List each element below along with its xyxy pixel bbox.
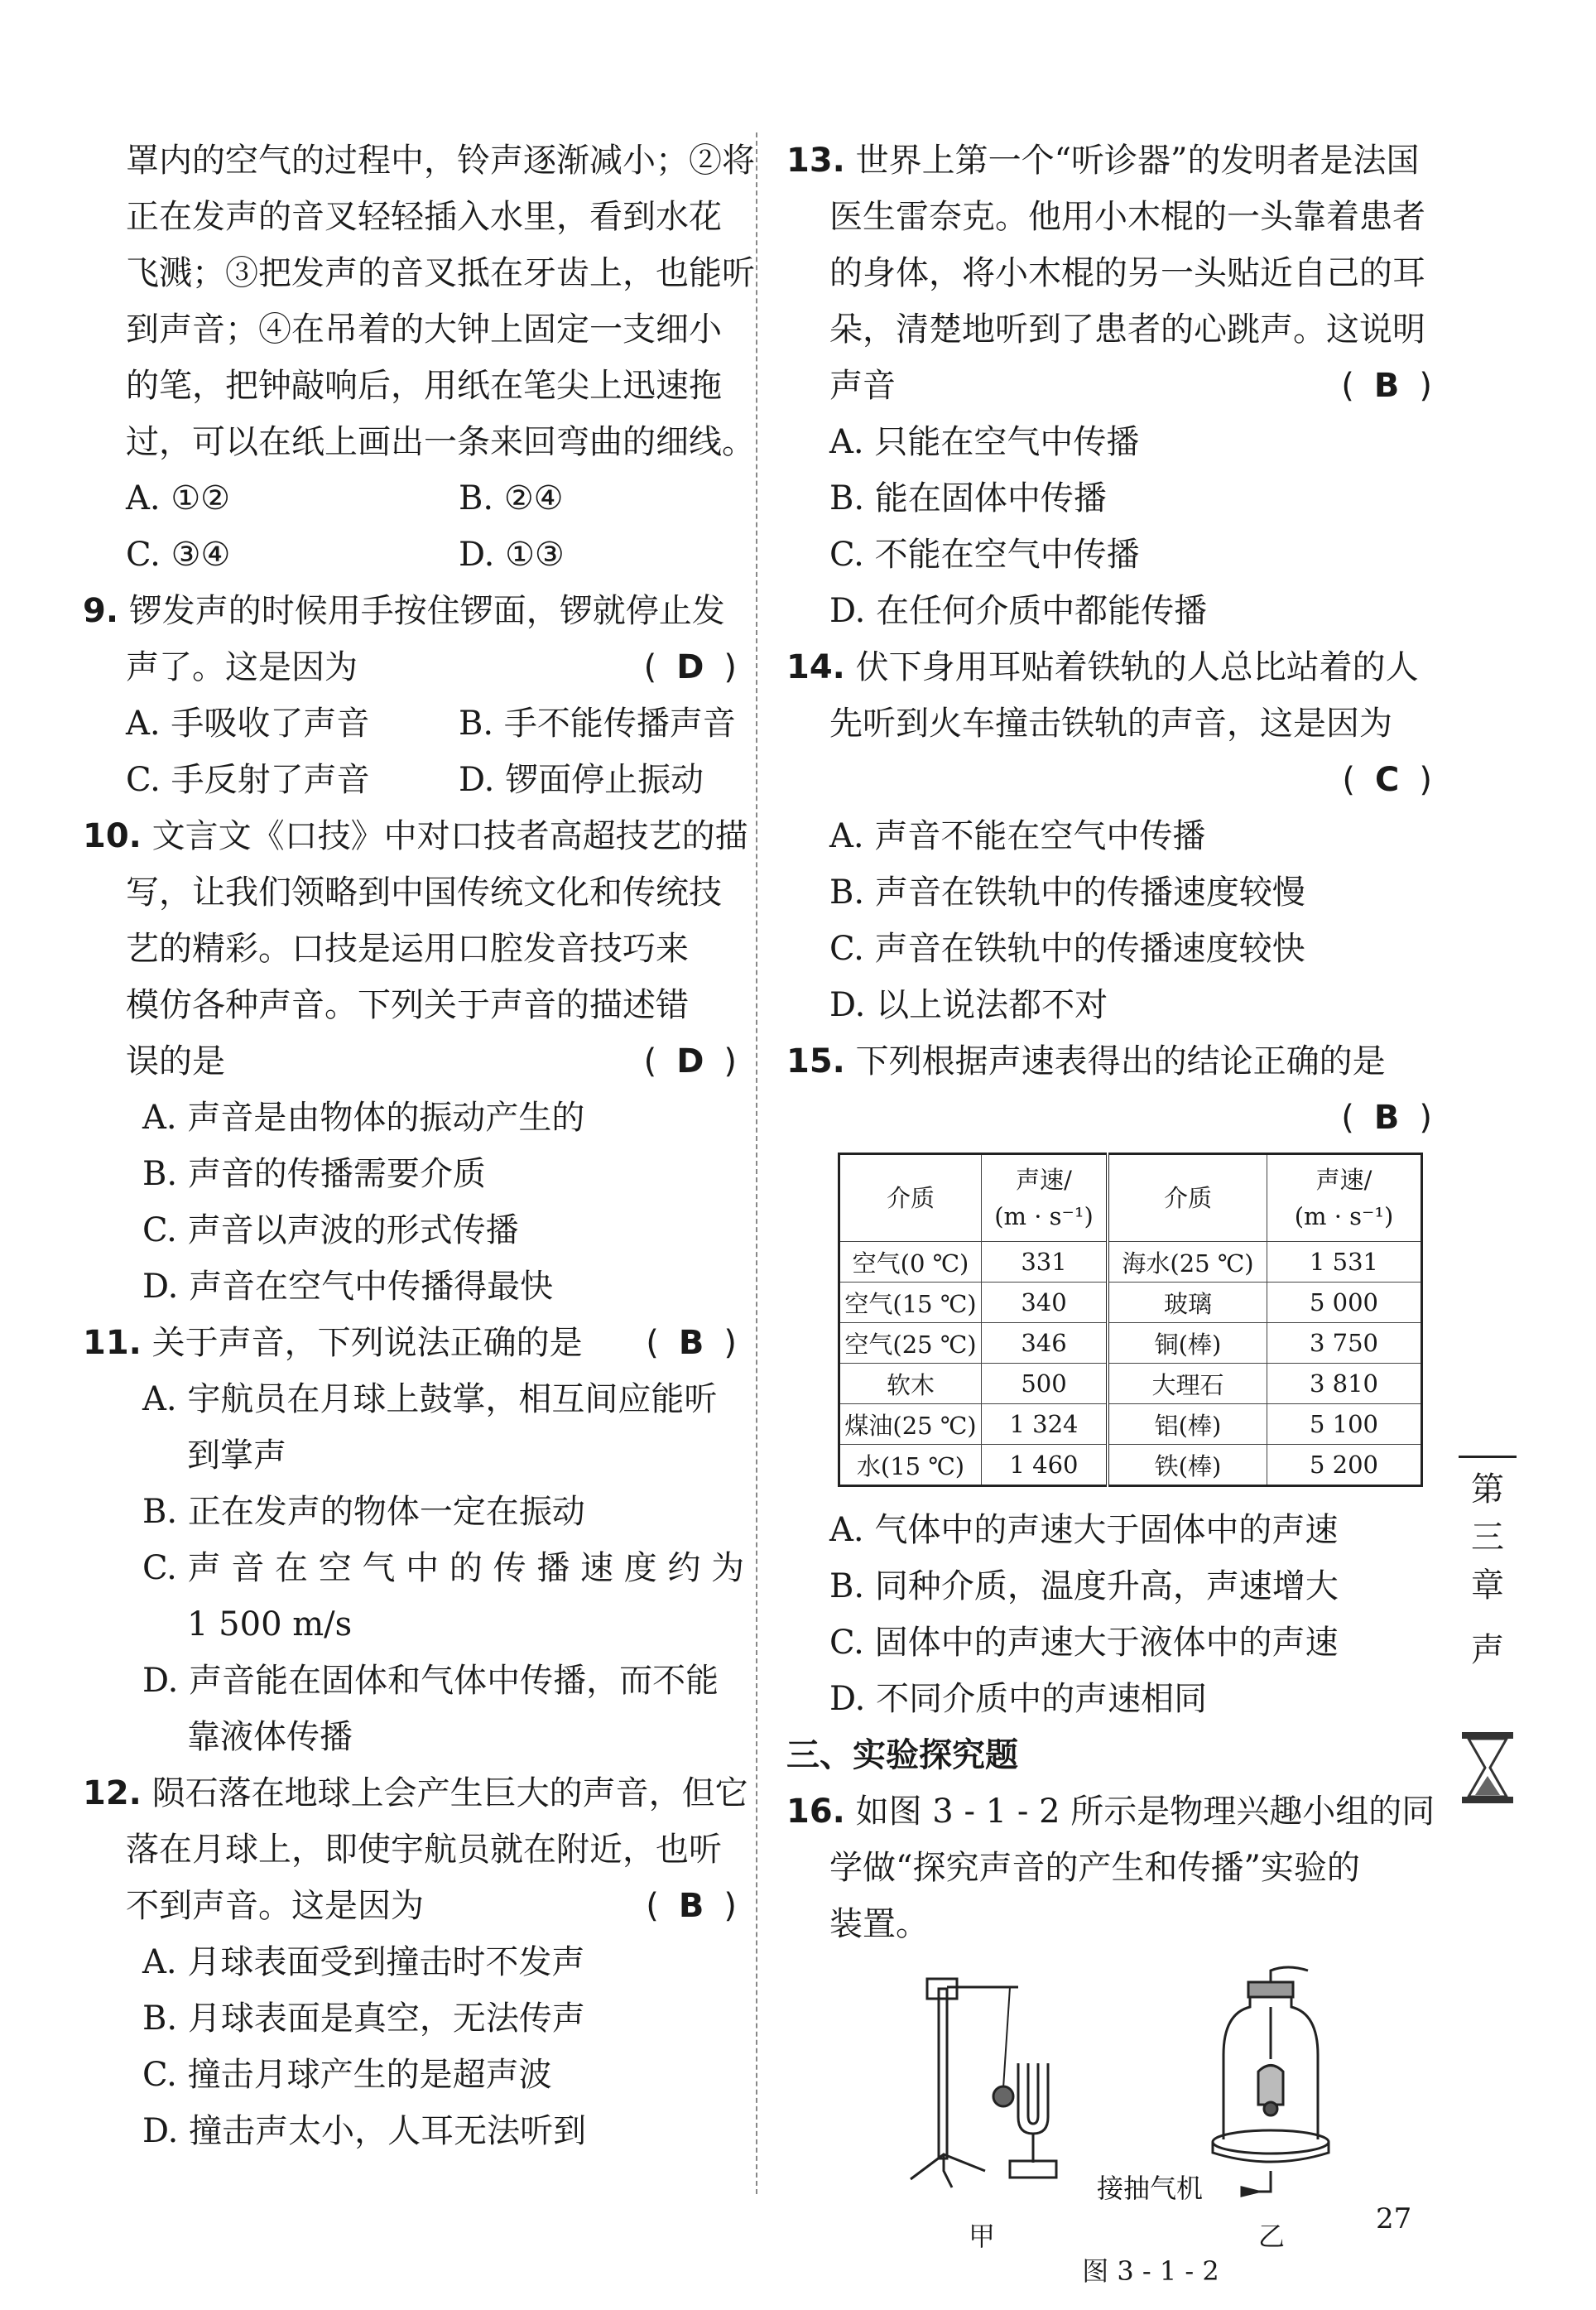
figure-sub-labels xyxy=(894,2216,1407,2252)
header-speed xyxy=(982,1154,1108,1242)
table-row xyxy=(839,1364,1422,1404)
q13-option-d: D. 在任何介质中都能传播 xyxy=(829,592,1208,630)
q8-option-c: C. ③④ xyxy=(126,536,231,574)
q14-option-c: C. 声音在铁轨中的传播速度较快 xyxy=(829,930,1305,968)
label-jia: 甲 xyxy=(969,2221,996,2252)
table-cell: 1 531 xyxy=(1267,1242,1422,1283)
q13-option-a: A. 只能在空气中传播 xyxy=(829,423,1140,461)
q8-option-b: B. ②④ xyxy=(459,479,564,517)
q13-text: 声音 xyxy=(829,367,896,405)
q13-answer: B xyxy=(1373,367,1400,405)
apparatus-illustration xyxy=(894,1964,1407,2212)
q15-answer-line xyxy=(786,1090,1432,1146)
q15-answer-bracket: ( B ) xyxy=(1341,1090,1432,1146)
left-column xyxy=(83,132,755,2159)
q16-number: 16. xyxy=(786,1793,845,1831)
q12-text-line xyxy=(83,1878,737,1934)
q13-answer-bracket: ( B ) xyxy=(1341,358,1432,414)
q13-text-line xyxy=(786,358,1432,414)
tab-char: 章 xyxy=(1471,1566,1504,1605)
table-cell: 331 xyxy=(982,1242,1108,1283)
q14-text: 伏下身用耳贴着铁轨的人总比站着的人 xyxy=(855,648,1419,686)
q16-question xyxy=(786,1783,1435,1840)
q11-answer-bracket: ( B ) xyxy=(646,1315,737,1371)
q8-option-a: A. ①② xyxy=(126,479,231,517)
q10-text-line: 艺的精彩。口技是运用口腔发音技巧来 xyxy=(126,930,689,968)
table-cell: 软木 xyxy=(839,1364,982,1404)
q10-text-line: 写，让我们领略到中国传统文化和传统技 xyxy=(126,873,722,912)
q10-number: 10. xyxy=(83,817,142,855)
header-speed-unit: (m · s⁻¹) xyxy=(994,1202,1094,1230)
q10-text: 误的是 xyxy=(126,1042,225,1080)
table-cell: 3 810 xyxy=(1267,1364,1422,1404)
table-cell: 346 xyxy=(982,1323,1108,1364)
figure-caption: 图 3 - 1 - 2 xyxy=(1082,2255,1219,2287)
q8-option-d: D. ①③ xyxy=(459,536,565,574)
q11-option-d-cont: 靠液体传播 xyxy=(187,1718,353,1756)
q11-option-a-cont: 到掌声 xyxy=(187,1437,286,1475)
q10-answer: D xyxy=(676,1042,704,1080)
q15-answer: B xyxy=(1373,1099,1400,1137)
q9-answer: D xyxy=(676,648,704,686)
q13-question xyxy=(786,132,1432,189)
q8-options-row xyxy=(83,470,737,527)
table-cell: 5 100 xyxy=(1267,1404,1422,1445)
table-cell: 空气(25 ℃) xyxy=(839,1323,982,1364)
q13-text-line: 朵，清楚地听到了患者的心跳声。这说明 xyxy=(829,310,1425,349)
q10-option-a: A. 声音是由物体的振动产生的 xyxy=(142,1099,585,1137)
tab-top-rule xyxy=(1459,1456,1517,1458)
q10-question xyxy=(83,808,748,864)
table-cell: 玻璃 xyxy=(1108,1283,1267,1323)
q14-answer-bracket: ( C ) xyxy=(1342,752,1432,808)
q9-options-row xyxy=(83,695,737,752)
q15-question xyxy=(786,1033,1432,1090)
tab-char: 第 xyxy=(1471,1470,1504,1509)
q11-option-c: C. 声 音 在 空 气 中 的 传 播 速 度 约 为 xyxy=(142,1549,745,1587)
table-cell: 铜(棒) xyxy=(1108,1323,1267,1364)
q9-text-line xyxy=(83,639,737,695)
pump-label: 接抽气机 xyxy=(1097,2173,1204,2204)
q10-text: 文言文《口技》中对口技者高超技艺的描 xyxy=(151,817,748,855)
header-speed-label: 声速/ xyxy=(1315,1166,1372,1194)
q13-number: 13. xyxy=(786,142,845,180)
tuning-fork-stand-drawing xyxy=(911,1979,1056,2187)
q13-option-c: C. 不能在空气中传播 xyxy=(829,536,1140,574)
q9-answer-bracket: ( D ) xyxy=(644,639,737,695)
q10-text-line: 模仿各种声音。下列关于声音的描述错 xyxy=(126,986,689,1024)
table-cell: 海水(25 ℃) xyxy=(1108,1242,1267,1283)
tab-char: 声 xyxy=(1471,1631,1504,1669)
q12-text-line: 落在月球上，即使宇航员就在附近，也听 xyxy=(126,1831,722,1869)
header-medium: 介质 xyxy=(839,1154,982,1242)
q16-text-line: 装置。 xyxy=(829,1905,929,1943)
table-cell: 1 460 xyxy=(982,1445,1108,1486)
q8-text-line: 飞溅；③把发声的音叉抵在牙齿上，也能听 xyxy=(126,254,755,292)
q10-answer-bracket: ( D ) xyxy=(644,1033,737,1090)
chapter-side-tab xyxy=(1459,1465,1517,1674)
table-row xyxy=(839,1283,1422,1323)
table-cell: 铝(棒) xyxy=(1108,1404,1267,1445)
q14-text-line: 先听到火车撞击铁轨的声音，这是因为 xyxy=(829,705,1392,743)
q8-options-row xyxy=(83,527,737,583)
header-speed-unit: (m · s⁻¹) xyxy=(1294,1202,1394,1230)
q12-question xyxy=(83,1765,748,1822)
page-number: 27 xyxy=(1376,2202,1412,2235)
q12-option-a: A. 月球表面受到撞击时不发声 xyxy=(142,1943,585,1981)
q15-number: 15. xyxy=(786,1042,845,1080)
sound-speed-table xyxy=(838,1153,1423,1487)
q13-text-line: 的身体，将小木棍的另一头贴近自己的耳 xyxy=(829,254,1425,292)
q11-option-b: B. 正在发声的物体一定在振动 xyxy=(142,1493,585,1531)
q12-text: 不到声音。这是因为 xyxy=(126,1887,424,1925)
label-yi: 乙 xyxy=(1258,2221,1286,2252)
q10-option-b: B. 声音的传播需要介质 xyxy=(142,1155,486,1193)
hourglass-icon xyxy=(1460,1730,1515,1805)
q15-option-c: C. 固体中的声速大于液体中的声速 xyxy=(829,1624,1339,1662)
q12-number: 12. xyxy=(83,1774,142,1812)
q8-text-line: 正在发声的音叉轻轻插入水里，看到水花 xyxy=(126,198,722,236)
table-row xyxy=(839,1404,1422,1445)
figure-3-1-2 xyxy=(894,1964,1407,2287)
table-cell: 煤油(25 ℃) xyxy=(839,1404,982,1445)
table-cell: 水(15 ℃) xyxy=(839,1445,982,1486)
q14-number: 14. xyxy=(786,648,845,686)
table-row xyxy=(839,1242,1422,1283)
header-speed-label: 声速/ xyxy=(1016,1166,1072,1194)
q9-option-b: B. 手不能传播声音 xyxy=(459,705,736,743)
q11-number: 11. xyxy=(83,1324,142,1362)
q14-option-b: B. 声音在铁轨中的传播速度较慢 xyxy=(829,873,1305,912)
table-cell: 340 xyxy=(982,1283,1108,1323)
q13-text-line: 医生雷奈克。他用小木棍的一头靠着患者 xyxy=(829,198,1425,236)
table-cell: 空气(0 ℃) xyxy=(839,1242,982,1283)
table-header-row xyxy=(839,1154,1422,1242)
table-cell: 空气(15 ℃) xyxy=(839,1283,982,1323)
q16-text-line: 学做“探究声音的产生和传播”实验的 xyxy=(829,1849,1360,1887)
q15-option-d: D. 不同介质中的声速相同 xyxy=(829,1680,1208,1718)
table-cell: 3 750 xyxy=(1267,1323,1422,1364)
q10-option-d: D. 声音在空气中传播得最快 xyxy=(142,1268,554,1306)
q11-option-a: A. 宇航员在月球上鼓掌，相互间应能听 xyxy=(142,1380,718,1418)
q14-option-a: A. 声音不能在空气中传播 xyxy=(829,817,1206,855)
table-cell: 铁(棒) xyxy=(1108,1445,1267,1486)
q15-option-a: A. 气体中的声速大于固体中的声速 xyxy=(829,1511,1339,1549)
q8-text-line: 罩内的空气的过程中，铃声逐渐减小；②将 xyxy=(126,142,755,180)
table-cell: 5 000 xyxy=(1267,1283,1422,1323)
table-cell: 1 324 xyxy=(982,1404,1108,1445)
q9-options-row xyxy=(83,752,737,808)
q14-answer: C xyxy=(1375,761,1400,799)
q9-option-d: D. 锣面停止振动 xyxy=(459,761,704,799)
q10-option-c: C. 声音以声波的形式传播 xyxy=(142,1211,519,1249)
section-heading: 三、实验探究题 xyxy=(786,1736,1018,1774)
q14-option-d: D. 以上说法都不对 xyxy=(829,986,1108,1024)
table-cell: 大理石 xyxy=(1108,1364,1267,1404)
q8-text-line: 的笔，把钟敲响后，用纸在笔尖上迅速拖 xyxy=(126,367,722,405)
q11-option-c-cont: 1 500 m/s xyxy=(187,1605,353,1643)
q9-text: 锣发声的时候用手按住锣面，锣就停止发 xyxy=(128,592,725,630)
table-row xyxy=(839,1445,1422,1486)
right-column xyxy=(786,132,1435,2287)
q9-number: 9. xyxy=(83,592,119,630)
q13-option-b: B. 能在固体中传播 xyxy=(829,479,1107,517)
column-divider xyxy=(756,132,757,2194)
q11-text: 关于声音，下列说法正确的是 xyxy=(151,1324,583,1362)
q9-question xyxy=(83,583,737,639)
header-medium: 介质 xyxy=(1108,1154,1267,1242)
q11-question xyxy=(83,1315,737,1371)
q14-question xyxy=(786,639,1432,695)
q12-option-d: D. 撞击声太小，人耳无法听到 xyxy=(142,2112,587,2150)
q15-option-b: B. 同种介质，温度升高，声速增大 xyxy=(829,1567,1339,1605)
q12-answer: B xyxy=(678,1887,704,1925)
q8-text-line: 过，可以在纸上画出一条来回弯曲的细线。 xyxy=(126,423,755,461)
q11-answer: B xyxy=(678,1324,704,1362)
q10-text-line xyxy=(83,1033,737,1090)
tab-char: 三 xyxy=(1471,1518,1504,1557)
q11-option-d: D. 声音能在固体和气体中传播，而不能 xyxy=(142,1662,719,1700)
q12-option-b: B. 月球表面是真空，无法传声 xyxy=(142,2000,585,2038)
q15-text: 下列根据声速表得出的结论正确的是 xyxy=(855,1042,1386,1080)
q12-answer-bracket: ( B ) xyxy=(646,1878,737,1934)
q13-text: 世界上第一个“听诊器”的发明者是法国 xyxy=(855,142,1420,180)
table-cell: 500 xyxy=(982,1364,1108,1404)
q8-text-line: 到声音；④在吊着的大钟上固定一支细小 xyxy=(126,310,722,349)
table-row xyxy=(839,1323,1422,1364)
q14-answer-line xyxy=(786,752,1432,808)
q12-text: 陨石落在地球上会产生巨大的声音，但它 xyxy=(151,1774,748,1812)
table-cell: 5 200 xyxy=(1267,1445,1422,1486)
q9-option-a: A. 手吸收了声音 xyxy=(126,705,370,743)
q9-text: 声了。这是因为 xyxy=(126,648,358,686)
q16-text: 如图 3 - 1 - 2 所示是物理兴趣小组的同 xyxy=(855,1793,1435,1831)
q12-option-c: C. 撞击月球产生的是超声波 xyxy=(142,2056,552,2094)
header-speed xyxy=(1267,1154,1422,1242)
q9-option-c: C. 手反射了声音 xyxy=(126,761,370,799)
bell-jar-drawing xyxy=(1213,1967,1329,2196)
